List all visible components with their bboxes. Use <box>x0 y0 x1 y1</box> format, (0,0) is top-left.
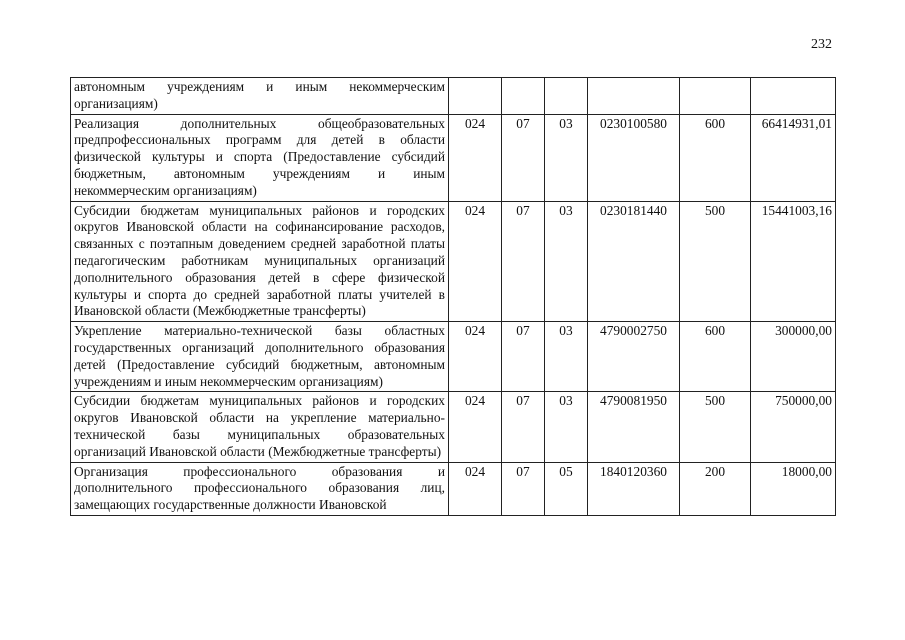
budget-table <box>70 77 836 516</box>
table-row <box>71 392 836 462</box>
row-target-article: 4790002750 <box>588 322 680 392</box>
row-section-code: 07 <box>502 392 545 462</box>
row-expense-type: 600 <box>680 114 751 201</box>
row-grbs-code: 024 <box>449 322 502 392</box>
row-amount: 15441003,16 <box>751 201 836 322</box>
row-grbs-code <box>449 78 502 115</box>
row-target-article: 0230181440 <box>588 201 680 322</box>
row-description: Субсидии бюджетам муниципальных районов и городских округов Ивановской области на укрепление материально-технической базы муниципальных образовательных организаций Ивановской области (Межбюджетные трансферты) <box>71 392 449 462</box>
row-amount: 300000,00 <box>751 322 836 392</box>
row-subsection-code: 03 <box>545 114 588 201</box>
row-grbs-code: 024 <box>449 114 502 201</box>
row-subsection-code: 03 <box>545 392 588 462</box>
table-row <box>71 114 836 201</box>
row-description: Организация профессионального образования и дополнительного профессионального образования лиц, замещающих государственные должности Ивановской <box>71 462 449 515</box>
table-row <box>71 322 836 392</box>
row-grbs-code: 024 <box>449 201 502 322</box>
row-target-article <box>588 78 680 115</box>
row-target-article: 0230100580 <box>588 114 680 201</box>
row-expense-type: 600 <box>680 322 751 392</box>
row-amount: 750000,00 <box>751 392 836 462</box>
row-subsection-code: 03 <box>545 322 588 392</box>
row-amount: 66414931,01 <box>751 114 836 201</box>
table-row <box>71 78 836 115</box>
row-description: автономным учреждениям и иным некоммерческим организациям) <box>71 78 449 115</box>
row-target-article: 4790081950 <box>588 392 680 462</box>
row-target-article: 1840120360 <box>588 462 680 515</box>
row-grbs-code: 024 <box>449 392 502 462</box>
row-subsection-code: 05 <box>545 462 588 515</box>
row-subsection-code <box>545 78 588 115</box>
row-section-code <box>502 78 545 115</box>
page-number: 232 <box>811 37 832 52</box>
row-section-code: 07 <box>502 201 545 322</box>
row-amount <box>751 78 836 115</box>
row-expense-type: 200 <box>680 462 751 515</box>
row-description: Укрепление материально-технической базы областных государственных организаций дополнительного образования детей (Предоставление субсидий бюджетным, автономным учреждениям и иным некоммерческим организациям) <box>71 322 449 392</box>
table-row <box>71 201 836 322</box>
table-row <box>71 462 836 515</box>
row-expense-type <box>680 78 751 115</box>
row-section-code: 07 <box>502 462 545 515</box>
row-grbs-code: 024 <box>449 462 502 515</box>
row-amount: 18000,00 <box>751 462 836 515</box>
row-section-code: 07 <box>502 114 545 201</box>
row-expense-type: 500 <box>680 392 751 462</box>
row-description: Субсидии бюджетам муниципальных районов и городских округов Ивановской области на софинансирование расходов, связанных с поэтапным доведением средней заработной платы педагогическим работникам муниципальных организаций дополнительного образования детей в сфере физической культуры и спорта до средней заработной платы учителей в Ивановской области (Межбюджетные трансферты) <box>71 201 449 322</box>
row-expense-type: 500 <box>680 201 751 322</box>
row-description: Реализация дополнительных общеобразовательных предпрофессиональных программ для детей в области физической культуры и спорта (Предоставление субсидий бюджетным, автономным учреждениям и иным некоммерческим организациям) <box>71 114 449 201</box>
row-section-code: 07 <box>502 322 545 392</box>
row-subsection-code: 03 <box>545 201 588 322</box>
